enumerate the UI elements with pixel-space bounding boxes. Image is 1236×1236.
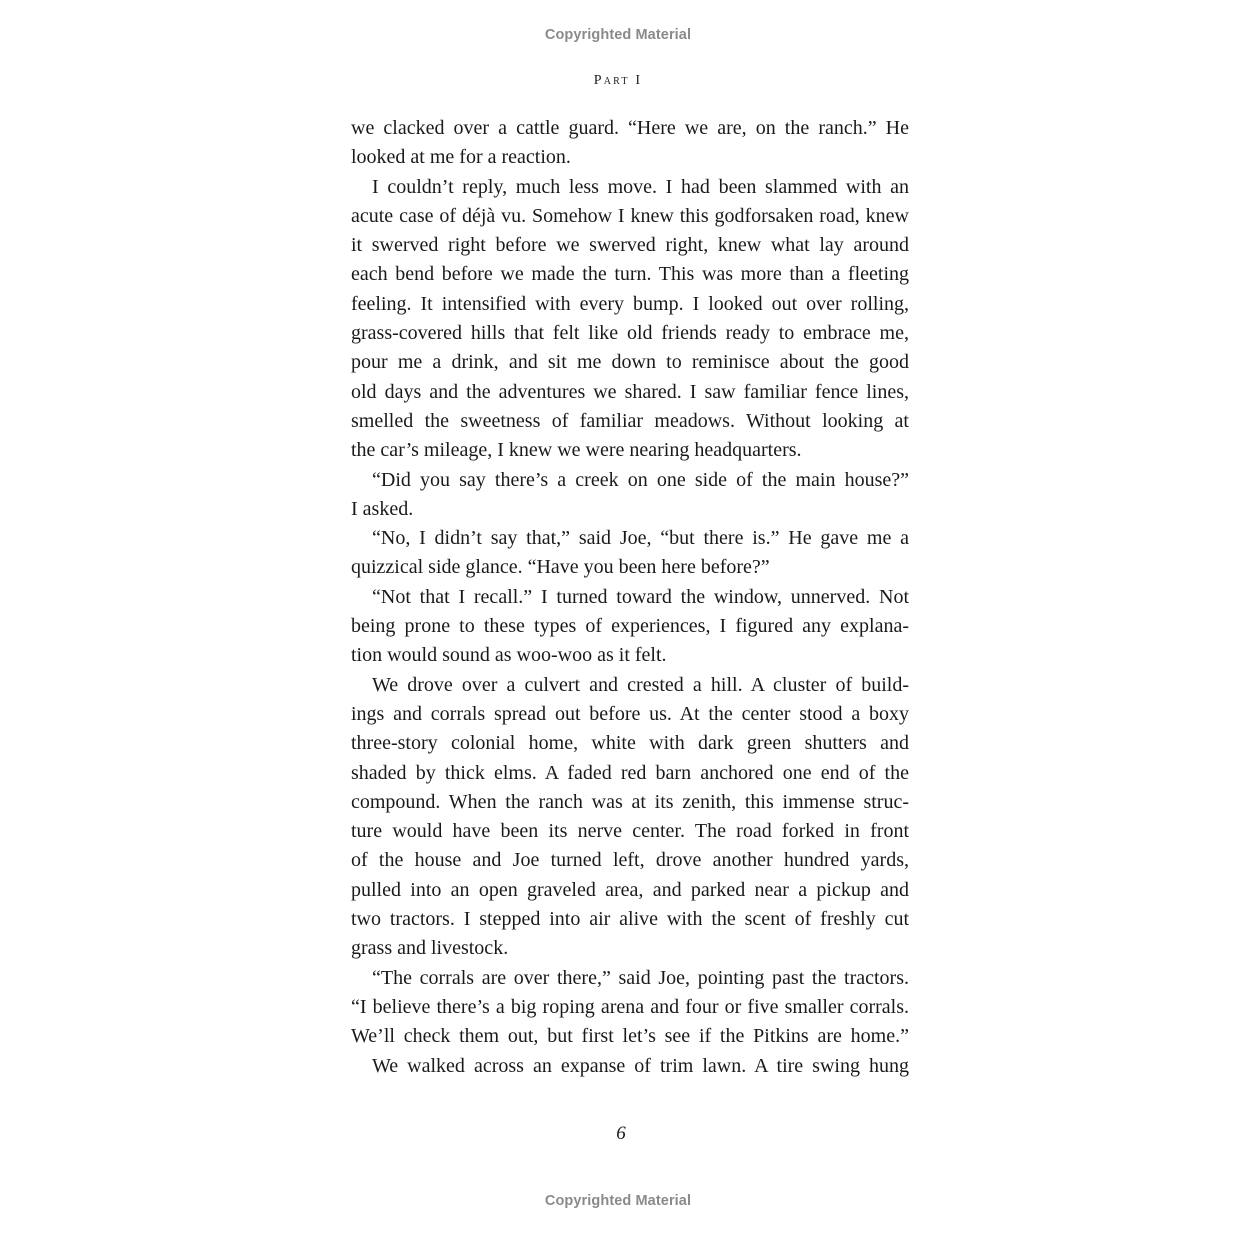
text-line: pour me a drink, and sit me down to reminisce about the good [351, 351, 909, 374]
watermark-bottom: Copyrighted Material [544, 1193, 692, 1209]
text-line: we clacked over a cattle guard. “Here we are, on the ranch.” He [351, 117, 909, 139]
text-line: old days and the adventures we shared. I saw familiar fence lines, [351, 380, 909, 403]
text-line: quizzical side glance. “Have you been here before?” [351, 556, 770, 579]
text-line: We’ll check them out, but first let’s see if the Pitkins are home.” [351, 1025, 909, 1048]
text-line: feeling. It intensified with every bump. I looked out over rolling, [351, 292, 909, 315]
text-line: ture would have been its nerve center. The road forked in front [351, 820, 909, 843]
page-number: 6 [616, 1123, 626, 1144]
body-text [351, 114, 909, 1081]
text-line: “The corrals are over there,” said Joe, pointing past the tractors. [372, 966, 909, 989]
text-line: three-story colonial home, white with dark green shutters and [351, 732, 909, 755]
text-line: I couldn’t reply, much less move. I had been slammed with an [372, 175, 909, 198]
text-line: “I believe there’s a big roping arena and four or five smaller corrals. [351, 995, 909, 1018]
text-line: of the house and Joe turned left, drove another hundred yards, [351, 849, 909, 872]
text-line: grass-covered hills that felt like old friends ready to embrace me, [351, 322, 909, 345]
watermark-top: Copyrighted Material [544, 27, 692, 43]
text-line: pulled into an open graveled area, and parked near a pickup and [351, 878, 909, 901]
running-head: Part I [593, 73, 643, 88]
text-line: it swerved right before we swerved right, knew what lay around [351, 234, 909, 257]
text-line: being prone to these types of experiences, I figured any explana- [351, 615, 909, 638]
text-line: We drove over a culvert and crested a hill. A cluster of build- [372, 673, 909, 696]
text-line: compound. When the ranch was at its zenith, this immense struc- [351, 790, 909, 813]
text-line: acute case of déjà vu. Somehow I knew this godforsaken road, knew [351, 204, 909, 227]
text-line: grass and livestock. [351, 937, 509, 960]
text-line: smelled the sweetness of familiar meadows. Without looking at [351, 409, 909, 432]
text-line: I asked. [351, 497, 414, 520]
text-line: “Not that I recall.” I turned toward the window, unnerved. Not [372, 585, 909, 608]
text-line: shaded by thick elms. A faded red barn anchored one end of the [351, 761, 909, 784]
text-line: two tractors. I stepped into air alive with the scent of freshly cut [351, 908, 909, 931]
text-line: tion would sound as woo-woo as it felt. [351, 644, 667, 667]
text-line: the car’s mileage, I knew we were nearing headquarters. [351, 439, 802, 462]
text-line: “Did you say there’s a creek on one side of the main house?” [372, 468, 909, 491]
text-line: ings and corrals spread out before us. At the center stood a boxy [351, 702, 909, 725]
text-line: looked at me for a reaction. [351, 146, 571, 169]
text-line: “No, I didn’t say that,” said Joe, “but there is.” He gave me a [372, 527, 909, 550]
text-line: each bend before we made the turn. This was more than a fleeting [351, 263, 909, 286]
text-line: We walked across an expanse of trim lawn. A tire swing hung [372, 1054, 909, 1077]
